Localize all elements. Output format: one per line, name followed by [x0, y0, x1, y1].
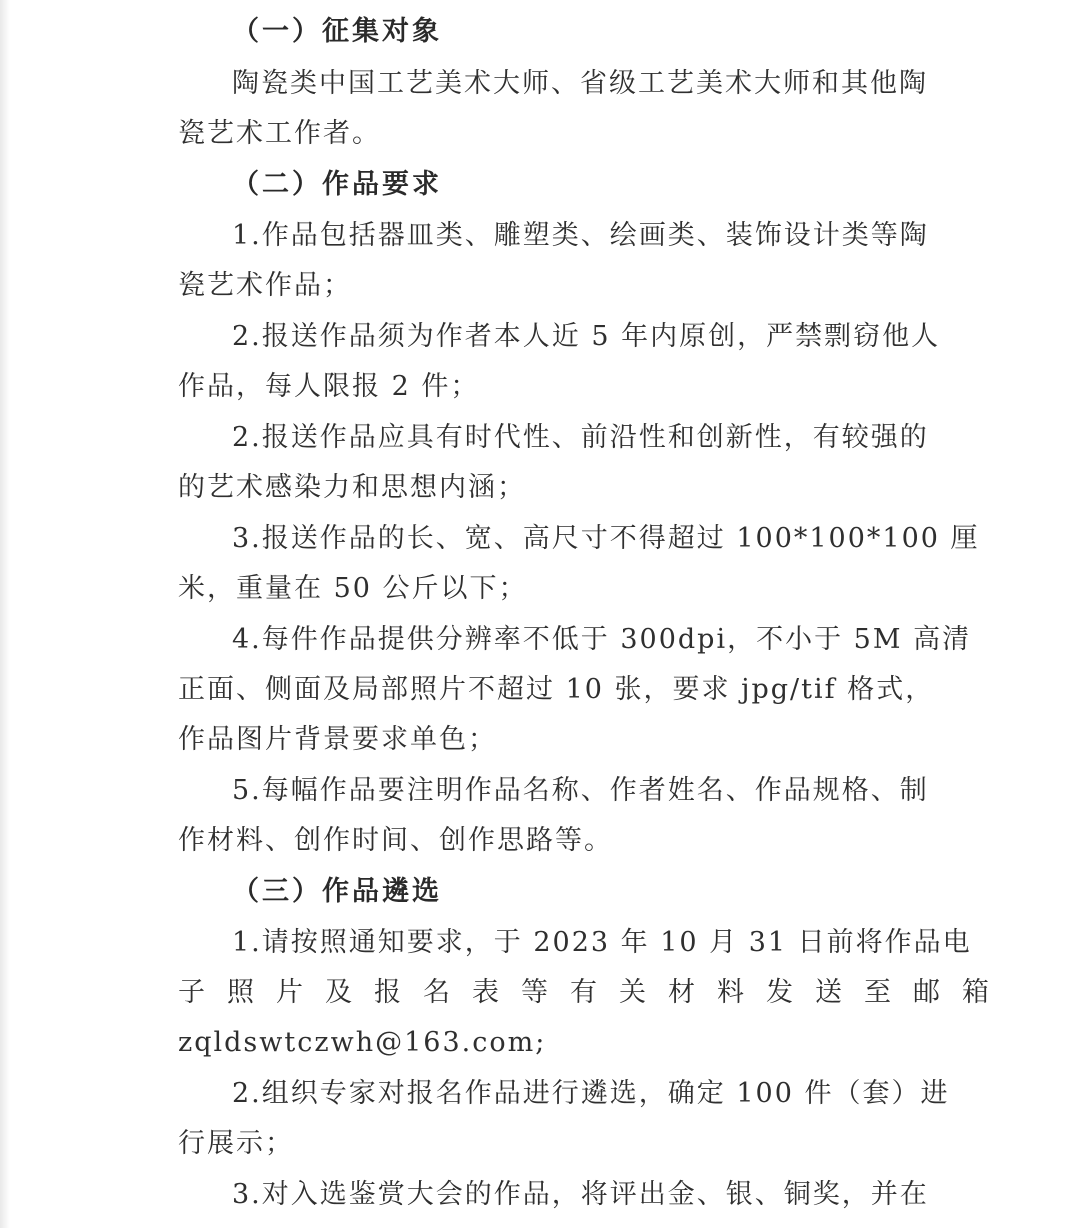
selection-item-2-line-2: 行展示；: [178, 1128, 294, 1159]
paragraph-line: 瓷艺术工作者。: [178, 118, 381, 149]
selection-item-1-line-1: 1.请按照通知要求，于 2023 年 10 月 31 日前将作品电: [232, 927, 972, 958]
paragraph-line: 陶瓷类中国工艺美术大师、省级工艺美术大师和其他陶: [232, 68, 928, 99]
section-heading-collection-target: （一）征集对象: [232, 16, 442, 47]
selection-item-1-line-2: 子照片及报名表等有关材料发送至邮箱: [178, 977, 1011, 1008]
section-heading-work-requirements: （二）作品要求: [232, 169, 442, 200]
requirement-item-6-line-1: 5.每幅作品要注明作品名称、作者姓名、作品规格、制: [232, 775, 929, 806]
requirement-item-2-line-2: 作品，每人限报 2 件；: [178, 371, 480, 402]
requirement-item-3-line-2: 的艺术感染力和思想内涵；: [178, 472, 526, 503]
requirement-item-4-line-2: 米，重量在 50 公斤以下；: [178, 573, 528, 604]
requirement-item-3-line-1: 2.报送作品应具有时代性、前沿性和创新性，有较强的: [232, 422, 929, 453]
requirement-item-5-line-3: 作品图片背景要求单色；: [178, 724, 497, 755]
requirement-item-1-line-1: 1.作品包括器皿类、雕塑类、绘画类、装饰设计类等陶: [232, 220, 929, 251]
requirement-item-2-line-1: 2.报送作品须为作者本人近 5 年内原创，严禁剽窃他人: [232, 321, 941, 352]
selection-item-3-line-1: 3.对入选鉴赏大会的作品，将评出金、银、铜奖，并在: [232, 1179, 929, 1210]
selection-item-1-email: zqldswtczwh@163.com;: [178, 1027, 547, 1058]
requirement-item-6-line-2: 作材料、创作时间、创作思路等。: [178, 825, 613, 856]
requirement-item-4-line-1: 3.报送作品的长、宽、高尺寸不得超过 100*100*100 厘: [232, 523, 980, 554]
section-heading-work-selection: （三）作品遴选: [232, 876, 442, 907]
selection-item-2-line-1: 2.组织专家对报名作品进行遴选，确定 100 件（套）进: [232, 1078, 950, 1109]
requirement-item-1-line-2: 瓷艺术作品；: [178, 270, 352, 301]
requirement-item-5-line-1: 4.每件作品提供分辨率不低于 300dpi，不小于 5M 高清: [232, 624, 972, 655]
requirement-item-5-line-2: 正面、侧面及局部照片不超过 10 张，要求 jpg/tif 格式，: [178, 674, 935, 705]
